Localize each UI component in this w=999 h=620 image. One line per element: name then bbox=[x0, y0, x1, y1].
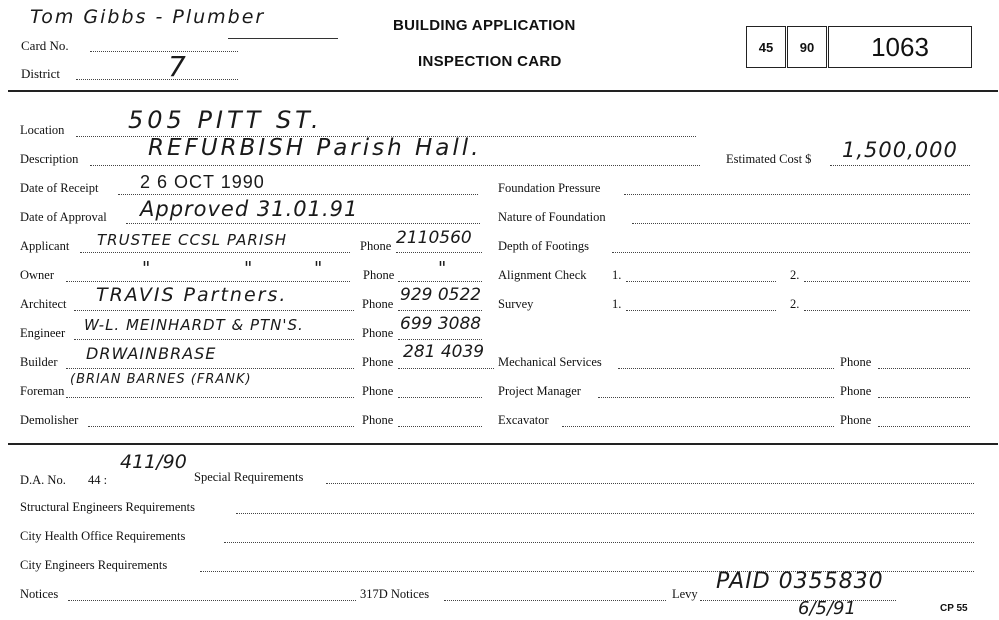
code-box-b: 90 bbox=[787, 26, 827, 68]
architect-value: TRAVIS Partners. bbox=[96, 284, 288, 306]
structural-requirements-field[interactable] bbox=[236, 513, 974, 514]
card-no-label: Card No. bbox=[21, 38, 69, 53]
architect-phone-value: 929 0522 bbox=[400, 285, 482, 305]
handwritten-plumber-note: Tom Gibbs - Plumber bbox=[30, 6, 266, 28]
notices-317d-label: 317D Notices bbox=[360, 587, 430, 601]
levy-value: PAID 0355830 bbox=[716, 569, 884, 594]
da-no-label: D.A. No. bbox=[20, 473, 66, 487]
foundation-pressure-label: Foundation Pressure bbox=[498, 181, 601, 195]
applicant-phone-value: 2110560 bbox=[396, 228, 472, 248]
project-manager-field[interactable] bbox=[598, 397, 834, 398]
estimated-cost-field[interactable] bbox=[830, 165, 970, 166]
engineer-phone-label: Phone bbox=[362, 326, 394, 340]
levy-date: 6/5/91 bbox=[798, 598, 856, 619]
estimated-cost-label: Estimated Cost $ bbox=[726, 152, 812, 166]
foreman-field[interactable] bbox=[66, 397, 354, 398]
section-divider bbox=[8, 443, 998, 445]
builder-value: DRWAINBRASE bbox=[86, 344, 217, 363]
owner-ditto-3: " bbox=[314, 258, 323, 279]
demolisher-label: Demolisher bbox=[20, 413, 79, 427]
owner-phone-label: Phone bbox=[363, 268, 395, 282]
project-manager-phone-field[interactable] bbox=[878, 397, 970, 398]
description-field[interactable] bbox=[90, 165, 700, 166]
header-divider bbox=[8, 90, 998, 92]
mechanical-services-label: Mechanical Services bbox=[498, 355, 602, 369]
card-no-field[interactable] bbox=[90, 51, 238, 52]
survey-field-2[interactable] bbox=[804, 310, 970, 311]
excavator-field[interactable] bbox=[562, 426, 834, 427]
engineer-label: Engineer bbox=[20, 326, 66, 340]
foundation-pressure-field[interactable] bbox=[624, 194, 970, 195]
notices-field[interactable] bbox=[68, 600, 356, 601]
location-label: Location bbox=[20, 123, 65, 137]
alignment-check-field-2[interactable] bbox=[804, 281, 970, 282]
alignment-check-label: Alignment Check bbox=[498, 268, 587, 282]
applicant-phone-field[interactable] bbox=[396, 252, 482, 253]
nature-foundation-field[interactable] bbox=[632, 223, 970, 224]
district-label: District bbox=[21, 66, 60, 81]
survey-label: Survey bbox=[498, 297, 534, 311]
applicant-field[interactable] bbox=[80, 252, 350, 253]
builder-phone-label: Phone bbox=[362, 355, 394, 369]
special-requirements-field[interactable] bbox=[326, 483, 974, 484]
notices-label: Notices bbox=[20, 587, 59, 601]
builder-phone-field[interactable] bbox=[398, 368, 494, 369]
da-no-value: 411/90 bbox=[120, 451, 187, 473]
excavator-phone-field[interactable] bbox=[878, 426, 970, 427]
foreman-label: Foreman bbox=[20, 384, 65, 398]
foreman-phone-label: Phone bbox=[362, 384, 394, 398]
owner-ditto-2: " bbox=[244, 258, 253, 279]
date-receipt-label: Date of Receipt bbox=[20, 181, 99, 195]
district-value: 7 bbox=[168, 50, 186, 83]
date-approval-field[interactable] bbox=[126, 223, 480, 224]
survey-field-1[interactable] bbox=[626, 310, 776, 311]
owner-ditto-1: " bbox=[142, 258, 151, 279]
builder-field[interactable] bbox=[66, 368, 354, 369]
description-label: Description bbox=[20, 152, 79, 166]
alignment-check-field-1[interactable] bbox=[626, 281, 776, 282]
health-requirements-field[interactable] bbox=[224, 542, 974, 543]
foreman-value: (BRIAN BARNES (FRANK) bbox=[70, 372, 252, 387]
architect-phone-field[interactable] bbox=[398, 310, 482, 311]
alignment-num-1: 1. bbox=[612, 268, 622, 282]
card-number-box: 1063 bbox=[828, 26, 972, 68]
architect-phone-label: Phone bbox=[362, 297, 394, 311]
applicant-phone-label: Phone bbox=[360, 239, 392, 253]
nature-foundation-label: Nature of Foundation bbox=[498, 210, 606, 224]
levy-label: Levy bbox=[672, 587, 698, 601]
project-manager-phone-label: Phone bbox=[840, 384, 872, 398]
alignment-num-2: 2. bbox=[790, 268, 800, 282]
demolisher-phone-label: Phone bbox=[362, 413, 394, 427]
survey-num-1: 1. bbox=[612, 297, 622, 311]
title-underline bbox=[228, 38, 338, 39]
engineer-phone-field[interactable] bbox=[398, 339, 482, 340]
description-value: REFURBISH Parish Hall. bbox=[148, 135, 482, 161]
builder-label: Builder bbox=[20, 355, 58, 369]
code-box-a: 45 bbox=[746, 26, 786, 68]
engineer-field[interactable] bbox=[74, 339, 354, 340]
excavator-phone-label: Phone bbox=[840, 413, 872, 427]
project-manager-label: Project Manager bbox=[498, 384, 581, 398]
demolisher-field[interactable] bbox=[88, 426, 354, 427]
health-requirements-label: City Health Office Requirements bbox=[20, 529, 186, 543]
depth-footings-label: Depth of Footings bbox=[498, 239, 589, 253]
mechanical-services-field[interactable] bbox=[618, 368, 834, 369]
da-no-prefix: 44 : bbox=[88, 473, 108, 487]
owner-field[interactable] bbox=[66, 281, 350, 282]
date-approval-value: Approved 31.01.91 bbox=[140, 197, 359, 221]
special-requirements-label: Special Requirements bbox=[194, 470, 304, 484]
location-value: 505 PITT ST. bbox=[128, 106, 323, 134]
date-approval-label: Date of Approval bbox=[20, 210, 107, 224]
form-title-line1: BUILDING APPLICATION bbox=[393, 17, 576, 34]
mechanical-phone-field[interactable] bbox=[878, 368, 970, 369]
builder-phone-value: 281 4039 bbox=[403, 342, 485, 362]
engineer-phone-value: 699 3088 bbox=[400, 314, 482, 334]
engineer-value: W-L. MEINHARDT & PTN'S. bbox=[84, 316, 304, 334]
demolisher-phone-field[interactable] bbox=[398, 426, 482, 427]
district-field[interactable] bbox=[76, 79, 238, 80]
form-title-line2: INSPECTION CARD bbox=[418, 53, 562, 70]
date-receipt-field[interactable] bbox=[118, 194, 478, 195]
foreman-phone-field[interactable] bbox=[398, 397, 482, 398]
owner-label: Owner bbox=[20, 268, 55, 282]
depth-footings-field[interactable] bbox=[612, 252, 970, 253]
form-code: CP 55 bbox=[940, 603, 968, 614]
applicant-label: Applicant bbox=[20, 239, 70, 253]
owner-phone-ditto: " bbox=[438, 258, 447, 279]
architect-field[interactable] bbox=[74, 310, 354, 311]
architect-label: Architect bbox=[20, 297, 67, 311]
owner-phone-field[interactable] bbox=[398, 281, 482, 282]
structural-requirements-label: Structural Engineers Requirements bbox=[20, 500, 195, 514]
excavator-label: Excavator bbox=[498, 413, 549, 427]
mechanical-phone-label: Phone bbox=[840, 355, 872, 369]
notices-317d-field[interactable] bbox=[444, 600, 666, 601]
city-engineers-label: City Engineers Requirements bbox=[20, 558, 168, 572]
applicant-value: TRUSTEE CCSL PARISH bbox=[97, 231, 288, 249]
date-receipt-stamp: 2 6 OCT 1990 bbox=[140, 172, 265, 192]
estimated-cost-value: 1,500,000 bbox=[842, 138, 958, 162]
survey-num-2: 2. bbox=[790, 297, 800, 311]
